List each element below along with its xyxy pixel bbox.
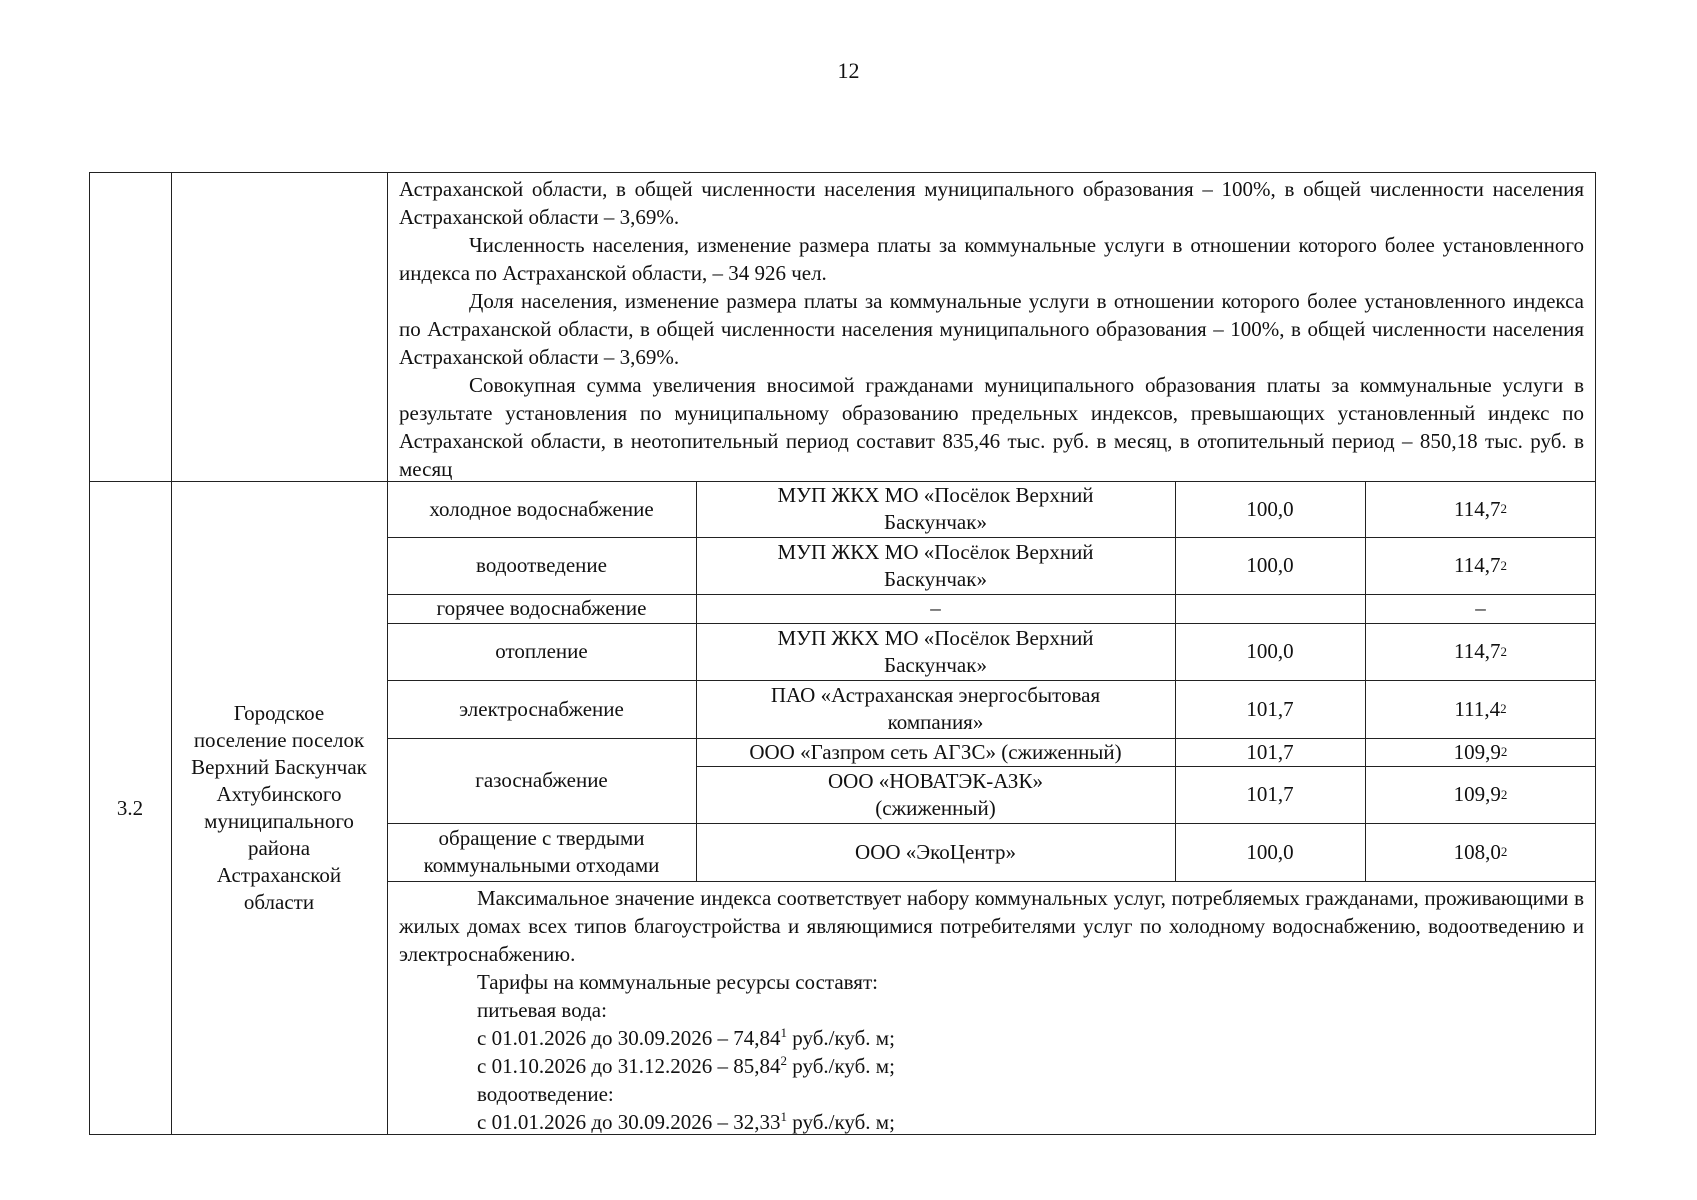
provider-cell: МУП ЖКХ МО «Посёлок Верхний Баскунчак» [777,625,1094,677]
max-index-value: 111,4 [1454,696,1501,721]
tariff-line: с 01.10.2026 до 31.12.2026 – 85,84$^2$ руб./куб. м; [477,1053,895,1078]
service-cell: холодное водоснабжение [429,496,654,521]
tariff-line: питьевая вода: [477,998,607,1022]
index-cell [1175,594,1365,623]
provider-cell: МУП ЖКХ МО «Посёлок Верхний Баскунчак» [777,483,1094,534]
tariff-line: Тарифы на коммунальные ресурсы составят: [477,970,878,994]
max-index-cell: 114,7 2 [1454,639,1507,663]
max-index-cell: 114,7 2 [1454,553,1507,577]
provider-cell: ПАО «Астраханская энергосбытовая компания» [770,683,1101,734]
max-index-value: 114,7 [1454,639,1501,663]
max-index-cell: 108,0 2 [1453,839,1508,864]
max-index-cell: 109,9 2 [1453,782,1508,806]
provider-cell: МУП ЖКХ МО «Посёлок Верхний Баскунчак» [777,539,1094,591]
service-cell: отопление [495,639,588,663]
tariff-line: с 01.01.2026 до 30.09.2026 – 74,84$^1$ руб./куб. м; [477,1025,895,1050]
footnote-mark: 1 [780,1109,788,1124]
provider-cell: ООО «Газпром сеть АГЗС» (сжиженный) [749,739,1122,764]
max-index-value: 114,7 [1454,553,1501,577]
index-cell: 100,0 [1246,496,1294,521]
index-cell: 101,7 [1246,696,1294,721]
footnote-mark: 1 [780,1025,788,1040]
tariff-line: водоотведение: [477,1082,614,1106]
service-cell: горячее водоснабжение [436,596,647,620]
index-cell: 101,7 [1246,782,1294,806]
top-paragraph: Совокупная сумма увеличения вносимой гражданами муниципального образования платы за коммунальные услуги в результате установления по муниципальному образованию предельных индексов, превышающих установленный индекс по Астраханской области, в неотопительный период составит 835,46 тыс. руб. в месяц, в отопительный период – 850,18 тыс. руб. в месяц [399,373,1584,481]
municipality-name: Городское поселение поселок Верхний Баскунчак Ахтубинского муниципального района Астраханской области [191,701,367,914]
service-cell: водоотведение [476,553,607,577]
max-index-value: 114,7 [1454,496,1501,521]
service-cell: газоснабжение [475,768,608,792]
section-number: 3.2 [116,795,144,820]
top-paragraph: Астраханской области, в общей численности населения муниципального образования – 100%, в общей численности населения Астраханской области – 3,69%. [399,177,1584,229]
index-cell: 100,0 [1246,553,1294,577]
max-index-value: 108,0 [1453,839,1501,864]
max-index-value: 109,9 [1453,739,1501,764]
max-index-value: – [1475,596,1486,620]
page-number: 12 [837,58,860,83]
top-block-text [399,175,1584,483]
index-cell: 100,0 [1246,839,1294,864]
note-block [399,884,1584,1136]
inner-row-sep-8 [387,881,1596,882]
service-cell: обращение с твердыми коммунальными отходами [423,826,660,877]
index-cell: 100,0 [1246,639,1294,663]
top-paragraph: Доля населения, изменение размера платы за коммунальные услуги в отношении которого более установленного индекса по Астраханской области, в общей численности населения муниципального образования – 100%, в общей численности населения Астраханской области – 3,69%. [399,289,1584,369]
max-index-value: 109,9 [1453,782,1501,806]
provider-cell: ООО «ЭкоЦентр» [855,839,1016,864]
max-index-cell: 109,9 2 [1453,739,1508,764]
provider-cell: – [930,596,941,620]
tariff-line: с 01.01.2026 до 30.09.2026 – 32,33$^1$ руб./куб. м; [477,1109,895,1134]
service-cell: электроснабжение [459,696,624,721]
max-index-cell [1365,594,1596,623]
index-cell: 101,7 [1246,739,1294,764]
provider-cell: ООО «НОВАТЭК-АЗК» (сжиженный) [828,768,1043,820]
footnote-mark: 2 [780,1053,788,1068]
max-index-cell: 114,7 2 [1454,496,1507,521]
note-paragraph: Максимальное значение индекса соответствует набору коммунальных услуг, потребляемых гражданами, проживающими в жилых домах всех типов благоустройства и являющимися потребителями услуг по холодному водоснабжению, водоотведению и электроснабжению. [399,886,1584,966]
max-index-cell: 111,4 2 [1454,696,1507,721]
top-paragraph: Численность населения, изменение размера платы за коммунальные услуги в отношении которого более установленного индекса по Астраханской области, – 34 926 чел. [399,233,1584,285]
